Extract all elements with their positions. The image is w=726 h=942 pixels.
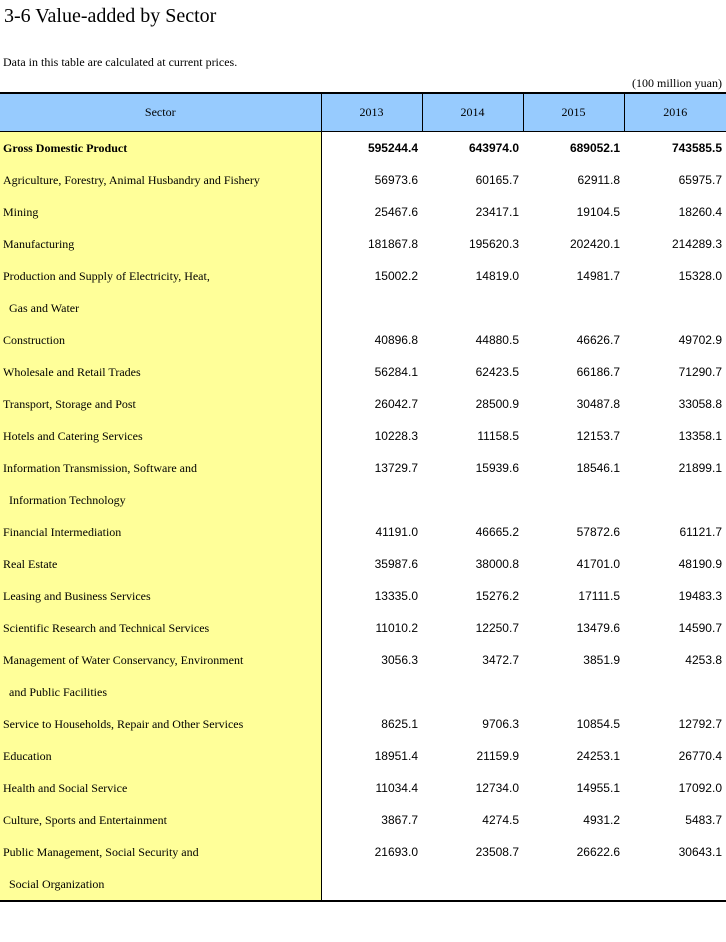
sector-label: Leasing and Business Services bbox=[0, 580, 321, 612]
value-cell: 11158.5 bbox=[477, 429, 519, 443]
empty-cell bbox=[523, 676, 624, 708]
empty-cell bbox=[624, 484, 726, 516]
column-header-sector: Sector bbox=[0, 93, 321, 132]
value-cell: 23508.7 bbox=[475, 845, 519, 859]
table-row bbox=[0, 612, 726, 644]
value-cell: 9706.3 bbox=[482, 717, 519, 731]
value-cell: 15276.2 bbox=[475, 589, 519, 603]
value-cell: 14590.7 bbox=[678, 621, 722, 635]
column-header-2016: 2016 bbox=[624, 93, 726, 132]
value-cell: 17111.5 bbox=[578, 589, 620, 603]
table-row bbox=[0, 804, 726, 836]
value-cell: 21159.9 bbox=[476, 749, 519, 763]
value-cell: 56973.6 bbox=[374, 173, 418, 187]
value-cell: 21899.1 bbox=[678, 461, 722, 475]
value-cell: 30643.1 bbox=[678, 845, 722, 859]
empty-cell bbox=[624, 676, 726, 708]
sector-label: Transport, Storage and Post bbox=[0, 388, 321, 420]
value-cell: 13729.7 bbox=[374, 461, 418, 475]
empty-cell bbox=[321, 292, 422, 324]
value-cell: 66186.7 bbox=[576, 365, 620, 379]
table-row-continuation bbox=[0, 484, 726, 516]
value-cell: 17092.0 bbox=[678, 781, 722, 795]
value-cell: 71290.7 bbox=[678, 365, 722, 379]
table-row bbox=[0, 836, 726, 868]
sector-label: Education bbox=[0, 740, 321, 772]
value-cell: 46665.2 bbox=[475, 525, 519, 539]
value-cell: 11034.4 bbox=[375, 781, 418, 795]
value-cell: 13335.0 bbox=[374, 589, 418, 603]
value-cell: 33058.8 bbox=[678, 397, 722, 411]
sector-label: Scientific Research and Technical Services bbox=[0, 612, 321, 644]
empty-cell bbox=[321, 484, 422, 516]
sector-label: Service to Households, Repair and Other Services bbox=[0, 708, 321, 740]
empty-cell bbox=[523, 484, 624, 516]
table-row bbox=[0, 228, 726, 260]
empty-cell bbox=[523, 868, 624, 901]
column-header-2015: 2015 bbox=[523, 93, 624, 132]
value-cell: 689052.1 bbox=[569, 141, 620, 155]
sector-label-continuation: Social Organization bbox=[0, 868, 321, 901]
column-header-2013: 2013 bbox=[321, 93, 422, 132]
table-row bbox=[0, 516, 726, 548]
sector-label: Agriculture, Forestry, Animal Husbandry and Fishery bbox=[0, 164, 321, 196]
table-row bbox=[0, 132, 726, 165]
table-row bbox=[0, 580, 726, 612]
value-cell: 35987.6 bbox=[374, 557, 418, 571]
value-cell: 41191.0 bbox=[375, 525, 418, 539]
value-cell: 15002.2 bbox=[374, 269, 418, 283]
value-cell: 181867.8 bbox=[367, 237, 418, 251]
value-cell: 214289.3 bbox=[671, 237, 722, 251]
value-cell: 62423.5 bbox=[475, 365, 519, 379]
value-cell: 30487.8 bbox=[576, 397, 620, 411]
empty-cell bbox=[624, 292, 726, 324]
empty-cell bbox=[422, 676, 523, 708]
sector-label: Gross Domestic Product bbox=[0, 132, 321, 165]
value-cell: 24253.1 bbox=[576, 749, 620, 763]
value-added-table bbox=[0, 92, 726, 902]
value-cell: 62911.8 bbox=[577, 173, 620, 187]
empty-cell bbox=[422, 484, 523, 516]
table-row bbox=[0, 420, 726, 452]
value-cell: 18546.1 bbox=[576, 461, 620, 475]
table-row bbox=[0, 644, 726, 676]
value-cell: 3472.7 bbox=[482, 653, 519, 667]
value-cell: 11010.2 bbox=[375, 621, 418, 635]
empty-cell bbox=[422, 868, 523, 901]
value-cell: 3851.9 bbox=[583, 653, 620, 667]
value-cell: 28500.9 bbox=[475, 397, 519, 411]
sector-label: Hotels and Catering Services bbox=[0, 420, 321, 452]
sector-label: Mining bbox=[0, 196, 321, 228]
value-cell: 8625.1 bbox=[381, 717, 418, 731]
empty-cell bbox=[321, 676, 422, 708]
value-cell: 44880.5 bbox=[475, 333, 519, 347]
table-row bbox=[0, 740, 726, 772]
header-row bbox=[0, 93, 726, 132]
value-cell: 202420.1 bbox=[569, 237, 620, 251]
value-cell: 643974.0 bbox=[468, 141, 519, 155]
value-cell: 65975.7 bbox=[678, 173, 722, 187]
value-cell: 4931.2 bbox=[583, 813, 620, 827]
sector-label-continuation: and Public Facilities bbox=[0, 676, 321, 708]
value-cell: 15328.0 bbox=[678, 269, 722, 283]
table-row-continuation bbox=[0, 676, 726, 708]
table-note: Data in this table are calculated at current prices. bbox=[3, 55, 238, 69]
value-cell: 14955.1 bbox=[576, 781, 620, 795]
value-cell: 15939.6 bbox=[475, 461, 519, 475]
value-cell: 13479.6 bbox=[576, 621, 620, 635]
value-cell: 48190.9 bbox=[678, 557, 722, 571]
sector-label: Production and Supply of Electricity, Heat, bbox=[0, 260, 321, 292]
value-cell: 14981.7 bbox=[576, 269, 620, 283]
table-row-continuation bbox=[0, 868, 726, 901]
table-row bbox=[0, 548, 726, 580]
sector-label-continuation: Information Technology bbox=[0, 484, 321, 516]
value-cell: 19104.5 bbox=[576, 205, 620, 219]
table-row bbox=[0, 260, 726, 292]
value-cell: 12153.7 bbox=[576, 429, 620, 443]
value-cell: 743585.5 bbox=[671, 141, 722, 155]
value-cell: 49702.9 bbox=[678, 333, 722, 347]
value-cell: 3867.7 bbox=[381, 813, 418, 827]
table-row bbox=[0, 356, 726, 388]
table-row bbox=[0, 388, 726, 420]
sector-label: Public Management, Social Security and bbox=[0, 836, 321, 868]
sector-label: Health and Social Service bbox=[0, 772, 321, 804]
table-row bbox=[0, 772, 726, 804]
value-cell: 56284.1 bbox=[374, 365, 418, 379]
sector-label: Manufacturing bbox=[0, 228, 321, 260]
value-cell: 60165.7 bbox=[475, 173, 519, 187]
value-cell: 57872.6 bbox=[576, 525, 620, 539]
value-cell: 10854.5 bbox=[576, 717, 620, 731]
value-cell: 595244.4 bbox=[367, 141, 418, 155]
table-row bbox=[0, 708, 726, 740]
empty-cell bbox=[422, 292, 523, 324]
value-cell: 195620.3 bbox=[468, 237, 519, 251]
empty-cell bbox=[523, 292, 624, 324]
value-cell: 23417.1 bbox=[475, 205, 519, 219]
sector-label: Construction bbox=[0, 324, 321, 356]
sector-label: Management of Water Conservancy, Environment bbox=[0, 644, 321, 676]
value-cell: 19483.3 bbox=[678, 589, 722, 603]
value-cell: 12250.7 bbox=[475, 621, 519, 635]
page-title: 3-6 Value-added by Sector bbox=[4, 5, 217, 27]
sector-label: Information Transmission, Software and bbox=[0, 452, 321, 484]
sector-label: Real Estate bbox=[0, 548, 321, 580]
value-cell: 61121.7 bbox=[679, 525, 722, 539]
value-cell: 40896.8 bbox=[374, 333, 418, 347]
value-cell: 25467.6 bbox=[374, 205, 418, 219]
table-body bbox=[0, 132, 726, 902]
value-cell: 26622.6 bbox=[576, 845, 620, 859]
unit-label: (100 million yuan) bbox=[632, 76, 722, 90]
table-row bbox=[0, 196, 726, 228]
value-cell: 10228.3 bbox=[374, 429, 418, 443]
table-row bbox=[0, 324, 726, 356]
value-cell: 5483.7 bbox=[685, 813, 722, 827]
column-header-2014: 2014 bbox=[422, 93, 523, 132]
table-row bbox=[0, 164, 726, 196]
empty-cell bbox=[624, 868, 726, 901]
value-cell: 18951.4 bbox=[374, 749, 418, 763]
value-cell: 4253.8 bbox=[685, 653, 722, 667]
sector-label-continuation: Gas and Water bbox=[0, 292, 321, 324]
value-cell: 21693.0 bbox=[374, 845, 418, 859]
value-cell: 12792.7 bbox=[678, 717, 722, 731]
value-cell: 4274.5 bbox=[482, 813, 519, 827]
value-cell: 18260.4 bbox=[678, 205, 722, 219]
value-cell: 38000.8 bbox=[475, 557, 519, 571]
table-row-continuation bbox=[0, 292, 726, 324]
value-cell: 12734.0 bbox=[475, 781, 519, 795]
sector-label: Wholesale and Retail Trades bbox=[0, 356, 321, 388]
sector-label: Culture, Sports and Entertainment bbox=[0, 804, 321, 836]
value-cell: 26042.7 bbox=[374, 397, 418, 411]
value-cell: 26770.4 bbox=[678, 749, 722, 763]
value-cell: 41701.0 bbox=[576, 557, 620, 571]
table-row bbox=[0, 452, 726, 484]
value-cell: 46626.7 bbox=[576, 333, 620, 347]
value-cell: 3056.3 bbox=[381, 653, 418, 667]
value-cell: 14819.0 bbox=[475, 269, 519, 283]
value-cell: 13358.1 bbox=[678, 429, 722, 443]
sector-label: Financial Intermediation bbox=[0, 516, 321, 548]
empty-cell bbox=[321, 868, 422, 901]
